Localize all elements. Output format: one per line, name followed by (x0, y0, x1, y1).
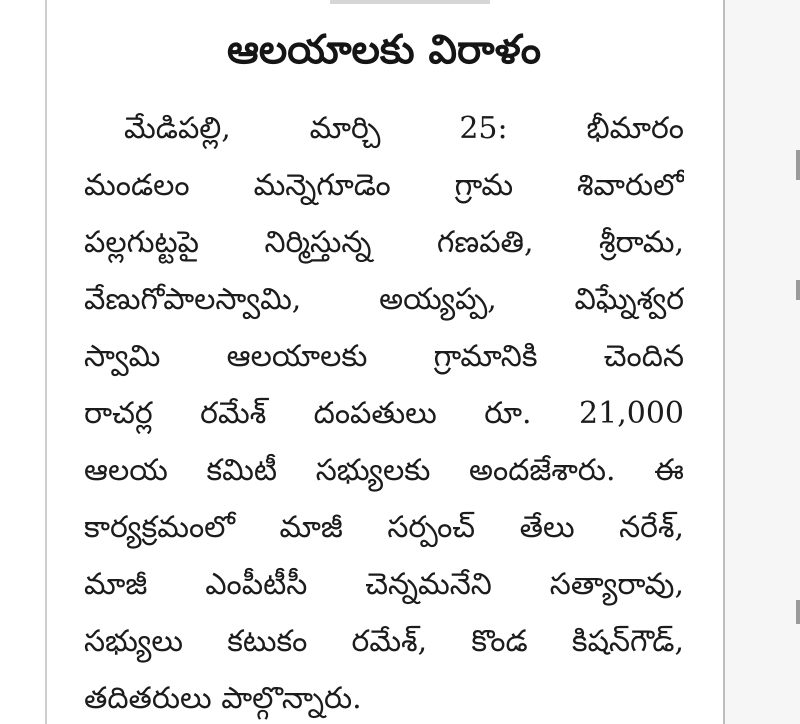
article-body-line: మాజీ ఎంపీటీసీ చెన్నమనేని సత్యారావు, (84, 567, 684, 602)
adjacent-column-edge-mark (796, 280, 800, 300)
right-column-rule (723, 0, 725, 724)
article-headline: ఆలయాలకు విరాళం (226, 27, 541, 73)
article-body-line: స్వామి ఆలయాలకు గ్రామానికి చెందిన (84, 339, 684, 374)
article-body-line: తదితరులు పాల్గొన్నారు. (84, 681, 362, 716)
article-body-line: మండలం మన్నెగూడెం గ్రామ శివారులో (84, 168, 684, 203)
news-article (84, 18, 684, 724)
article-body-line: ఆలయ కమిటీ సభ్యులకు అందజేశారు. ఈ (84, 453, 684, 488)
left-column-rule (45, 0, 47, 724)
adjacent-column-edge-mark (796, 600, 800, 624)
article-body-line: సభ్యులు కటుకం రమేశ్, కొండ కిషన్‌గౌడ్, (84, 624, 684, 659)
article-body-line: రాచర్ల రమేశ్ దంపతులు రూ. 21,000 (84, 396, 684, 431)
right-gutter (725, 0, 800, 724)
article-body (84, 100, 684, 724)
adjacent-column-edge-mark (796, 150, 800, 180)
previous-article-remnant (330, 0, 490, 4)
article-body-line: మేడిపల్లి, మార్చి 25: భీమారం (124, 111, 684, 146)
article-body-line: కార్యక్రమంలో మాజీ సర్పంచ్ తేలు నరేశ్, (84, 510, 684, 545)
article-body-line: పల్లగుట్టపై నిర్మిస్తున్న గణపతి, శ్రీరామ, (84, 225, 684, 260)
article-body-line: వేణుగోపాలస్వామి, అయ్యప్ప, విఘ్నేశ్వర (84, 282, 684, 317)
